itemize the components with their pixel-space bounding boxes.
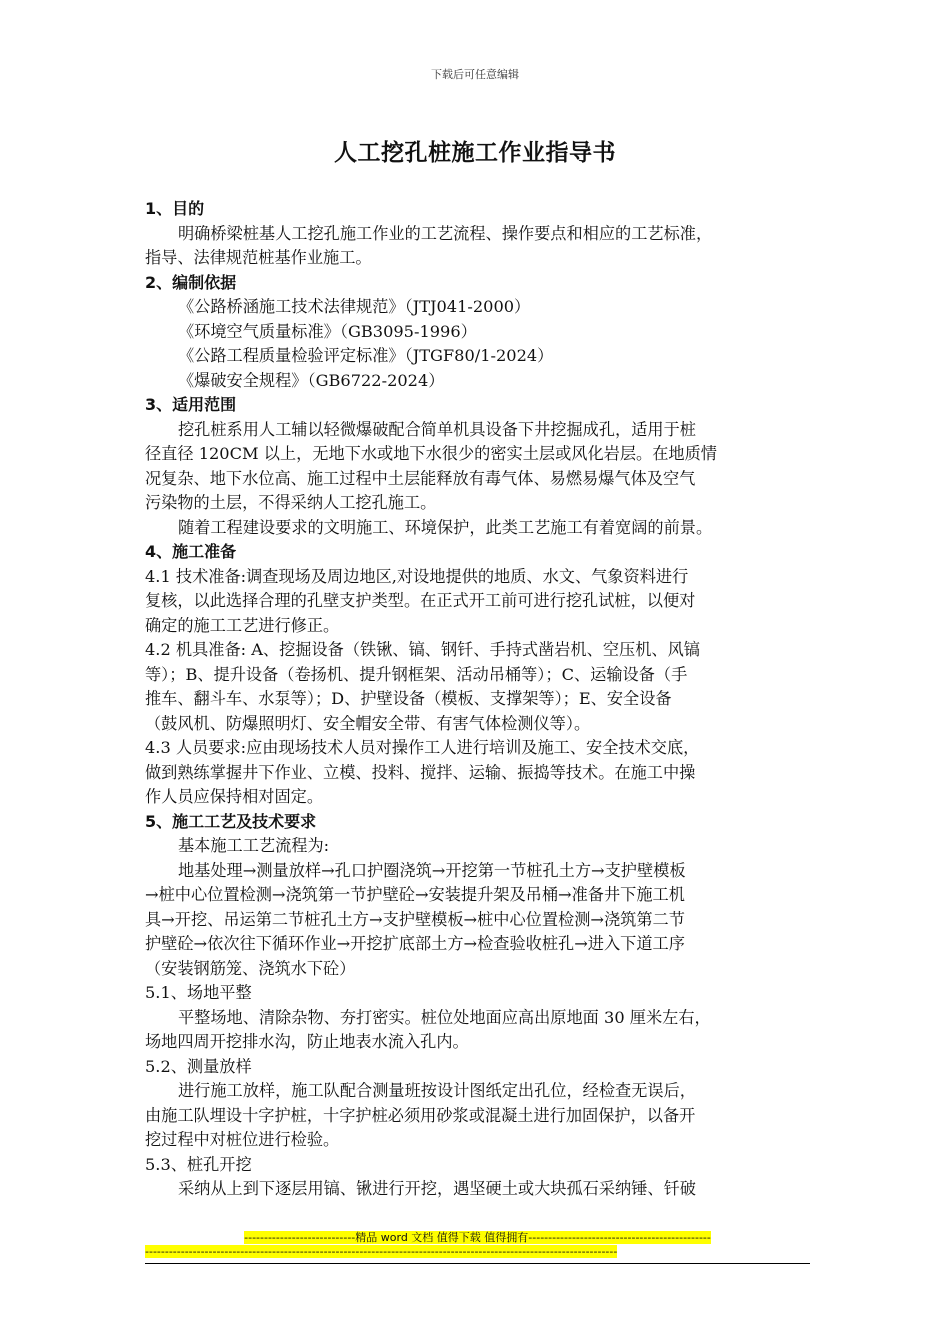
section-heading: 5、施工工艺及技术要求 xyxy=(145,811,317,831)
text-line: 径直径 120CM 以上，无地下水或地下水很少的密实土层或风化岩层。在地质情 xyxy=(145,444,717,463)
text-line: 基本施工工艺流程为: xyxy=(178,836,330,855)
text-line: 护壁砼→依次往下循环作业→开挖扩底部土方→检查验收桩孔→进入下道工序 xyxy=(145,934,685,953)
text-line: 做到熟练掌握井下作业、立模、投料、搅拌、运输、振捣等技术。在施工中操 xyxy=(145,762,696,782)
text-line: 4.3 人员要求:应由现场技术人员对操作工人进行培训及施工、安全技术交底， xyxy=(145,738,700,757)
text-line: →桩中心位置检测→浇筑第一节护壁砼→安装提升架及吊桶→准备井下施工机 xyxy=(145,885,685,904)
text-line: 具→开挖、吊运第二节桩孔土方→支护壁模板→桩中心位置检测→浇筑第二节 xyxy=(145,909,685,929)
text-line: 作人员应保持相对固定。 xyxy=(145,787,324,806)
footer-dash-band xyxy=(145,1245,810,1258)
text-line: 5.3、桩孔开挖 xyxy=(145,1154,252,1174)
document-title: 人工挖孔桩施工作业指导书 xyxy=(334,140,616,166)
section-heading: 1、目的 xyxy=(145,199,205,218)
footer-watermark-band xyxy=(145,1229,810,1245)
text-line: 由施工队埋设十字护桩，十字护桩必须用砂浆或混凝土进行加固保护，以备开 xyxy=(145,1105,696,1125)
text-line: 推车、翻斗车、水泵等）；D、护壁设备（模板、支撑架等）；E、安全设备 xyxy=(145,689,672,708)
header-note: 下载后可任意编辑 xyxy=(431,68,519,81)
section-heading: 4、施工准备 xyxy=(145,542,237,561)
text-line: 《公路桥涵施工技术法律规范》（JTJ041-2000） xyxy=(178,297,531,316)
text-line: 随着工程建设要求的文明施工、环境保护，此类工艺施工有着宽阔的前景。 xyxy=(178,517,713,537)
text-line: 指导、法律规范桩基作业施工。 xyxy=(145,248,372,267)
text-line: 确定的施工工艺进行修正。 xyxy=(145,615,340,635)
text-line: 地基处理→测量放样→孔口护圈浇筑→开挖第一节桩孔土方→支护壁模板 xyxy=(178,860,686,880)
text-line: 等）；B、提升设备（卷扬机、提升钢框架、活动吊桶等）；C、运输设备（手 xyxy=(145,664,688,684)
text-line: 5.2、测量放样 xyxy=(145,1056,252,1076)
document-body xyxy=(145,197,810,1202)
text-line: 《环境空气质量标准》（GB3095-1996） xyxy=(178,321,477,341)
text-line: 平整场地、清除杂物、夯打密实。桩位处地面应高出原地面 30 厘米左右， xyxy=(178,1007,711,1027)
text-line: 5.1、场地平整 xyxy=(145,983,252,1002)
text-line: 4.1 技术准备:调查现场及周边地区,对设地提供的地质、水文、气象资料进行 xyxy=(145,566,689,586)
text-line: 场地四周开挖排水沟，防止地表水流入孔内。 xyxy=(145,1032,469,1051)
text-line: 污染物的土层，不得采纳人工挖孔施工。 xyxy=(145,493,437,512)
section-heading: 2、编制依据 xyxy=(145,272,237,292)
text-line: 明确桥梁桩基人工挖孔施工作业的工艺流程、操作要点和相应的工艺标准， xyxy=(178,223,713,243)
text-line: 挖孔桩系用人工辅以轻微爆破配合简单机具设备下井挖掘成孔，适用于桩 xyxy=(178,419,696,439)
text-line: 况复杂、地下水位高、施工过程中土层能释放有毒气体、易燃易爆气体及空气 xyxy=(145,468,696,488)
text-line: （鼓风机、防爆照明灯、安全帽安全带、有害气体检测仪等）。 xyxy=(145,713,591,733)
footer-dash-text: ----------------------------------------------------------------------------------------------------------------------- xyxy=(145,1245,618,1258)
text-line: （安装钢筋笼、浇筑水下砼） xyxy=(145,958,356,978)
section-heading: 3、适用范围 xyxy=(145,395,237,414)
text-line: 《爆破安全规程》（GB6722-2024） xyxy=(178,370,445,390)
footer-watermark-text: ----------------------------精品 word 文档 值得下载 值得拥有---------------------------------------------- xyxy=(244,1231,711,1244)
footer-rule xyxy=(145,1263,810,1264)
text-line: 《公路工程质量检验评定标准》（JTGF80/1-2024） xyxy=(178,346,554,365)
text-line: 复核，以此选择合理的孔壁支护类型。在正式开工前可进行挖孔试桩，以便对 xyxy=(145,591,696,610)
text-line: 4.2 机具准备: A、挖掘设备（铁锹、镐、钢钎、手持式凿岩机、空压机、风镐 xyxy=(145,640,700,659)
text-line: 采纳从上到下逐层用镐、锹进行开挖，遇坚硬土或大块孤石采纳锤、钎破 xyxy=(178,1179,696,1198)
text-line: 挖过程中对桩位进行检验。 xyxy=(145,1130,340,1149)
text-line: 进行施工放样，施工队配合测量班按设计图纸定出孔位，经检查无误后， xyxy=(178,1081,696,1100)
